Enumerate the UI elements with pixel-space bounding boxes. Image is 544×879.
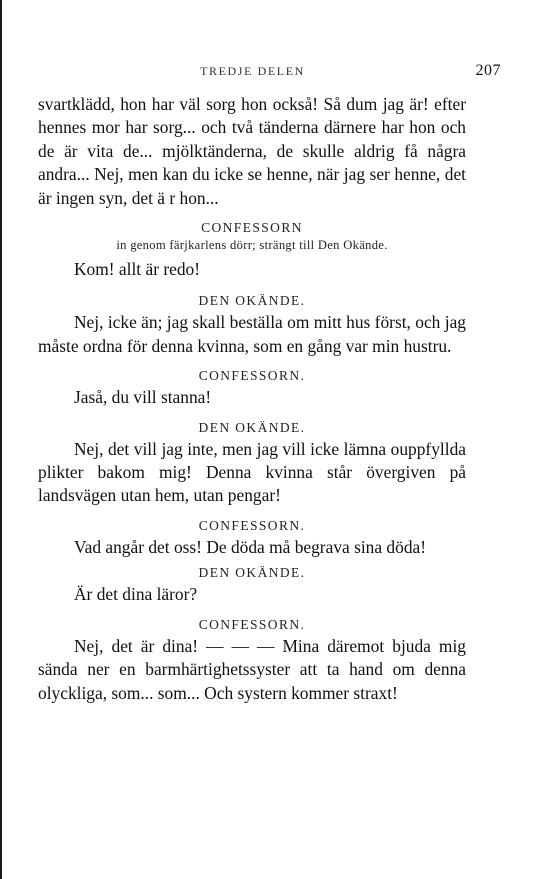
page-number: 207 — [475, 62, 501, 79]
page-edge-line — [0, 0, 2, 879]
paragraph-7: Är det dina läror? — [74, 584, 198, 605]
speaker-confessorn-2: CONFESSORN. — [198, 368, 306, 384]
paragraph-4: Jaså, du vill stanna! — [74, 387, 212, 408]
speaker-den-okande-1: DEN OKÄNDE. — [198, 293, 306, 309]
speaker-confessorn-3: CONFESSORN. — [198, 517, 306, 533]
paragraph-5: Nej, det vill jag inte, men jag vill icke lämna ouppfyllda plikter bakom mig! Denna kvinna står övergiven på landsvägen utan hem, utan pengar! — [38, 438, 466, 506]
speaker-confessorn-1: CONFESSORN — [201, 220, 303, 236]
speaker-den-okande-2: DEN OKÄNDE. — [198, 419, 306, 435]
page-header — [38, 62, 501, 84]
paragraph-3: Nej, icke än; jag skall beställa om mitt hus först, och jag måste ordna för denna kvinna, som en gång var min hustru. — [38, 312, 466, 356]
paragraph-2: Kom! allt är redo! — [74, 259, 201, 280]
speaker-den-okande-3: DEN OKÄNDE. — [198, 565, 306, 581]
paragraph-8: Nej, det är dina! — — — Mina däremot bjuda mig sända ner en barmhärtighetssyster att ta hand om denna olyckliga, som... som... Och systern kommer straxt! — [38, 635, 466, 703]
paragraph-6: Vad angår det oss! De döda må begrava sina döda! — [74, 536, 427, 557]
paragraph-1: svartklädd, hon har väl sorg hon också! Så dum jag är! efter hennes mor har sorg... och två tänderna därnere har hon och de är vita de... mjölktänderna, de skulle aldrig få några andra... Nej, men kan du icke se henne, när jag ser henne, det är ingen syn, det ä r hon... — [38, 94, 466, 208]
running-head: TREDJE DELEN — [200, 64, 305, 78]
page-body — [38, 93, 466, 705]
stage-direction: in genom färjkarlens dörr; strängt till Den Okände. — [116, 238, 388, 253]
speaker-confessorn-4: CONFESSORN. — [198, 616, 306, 632]
